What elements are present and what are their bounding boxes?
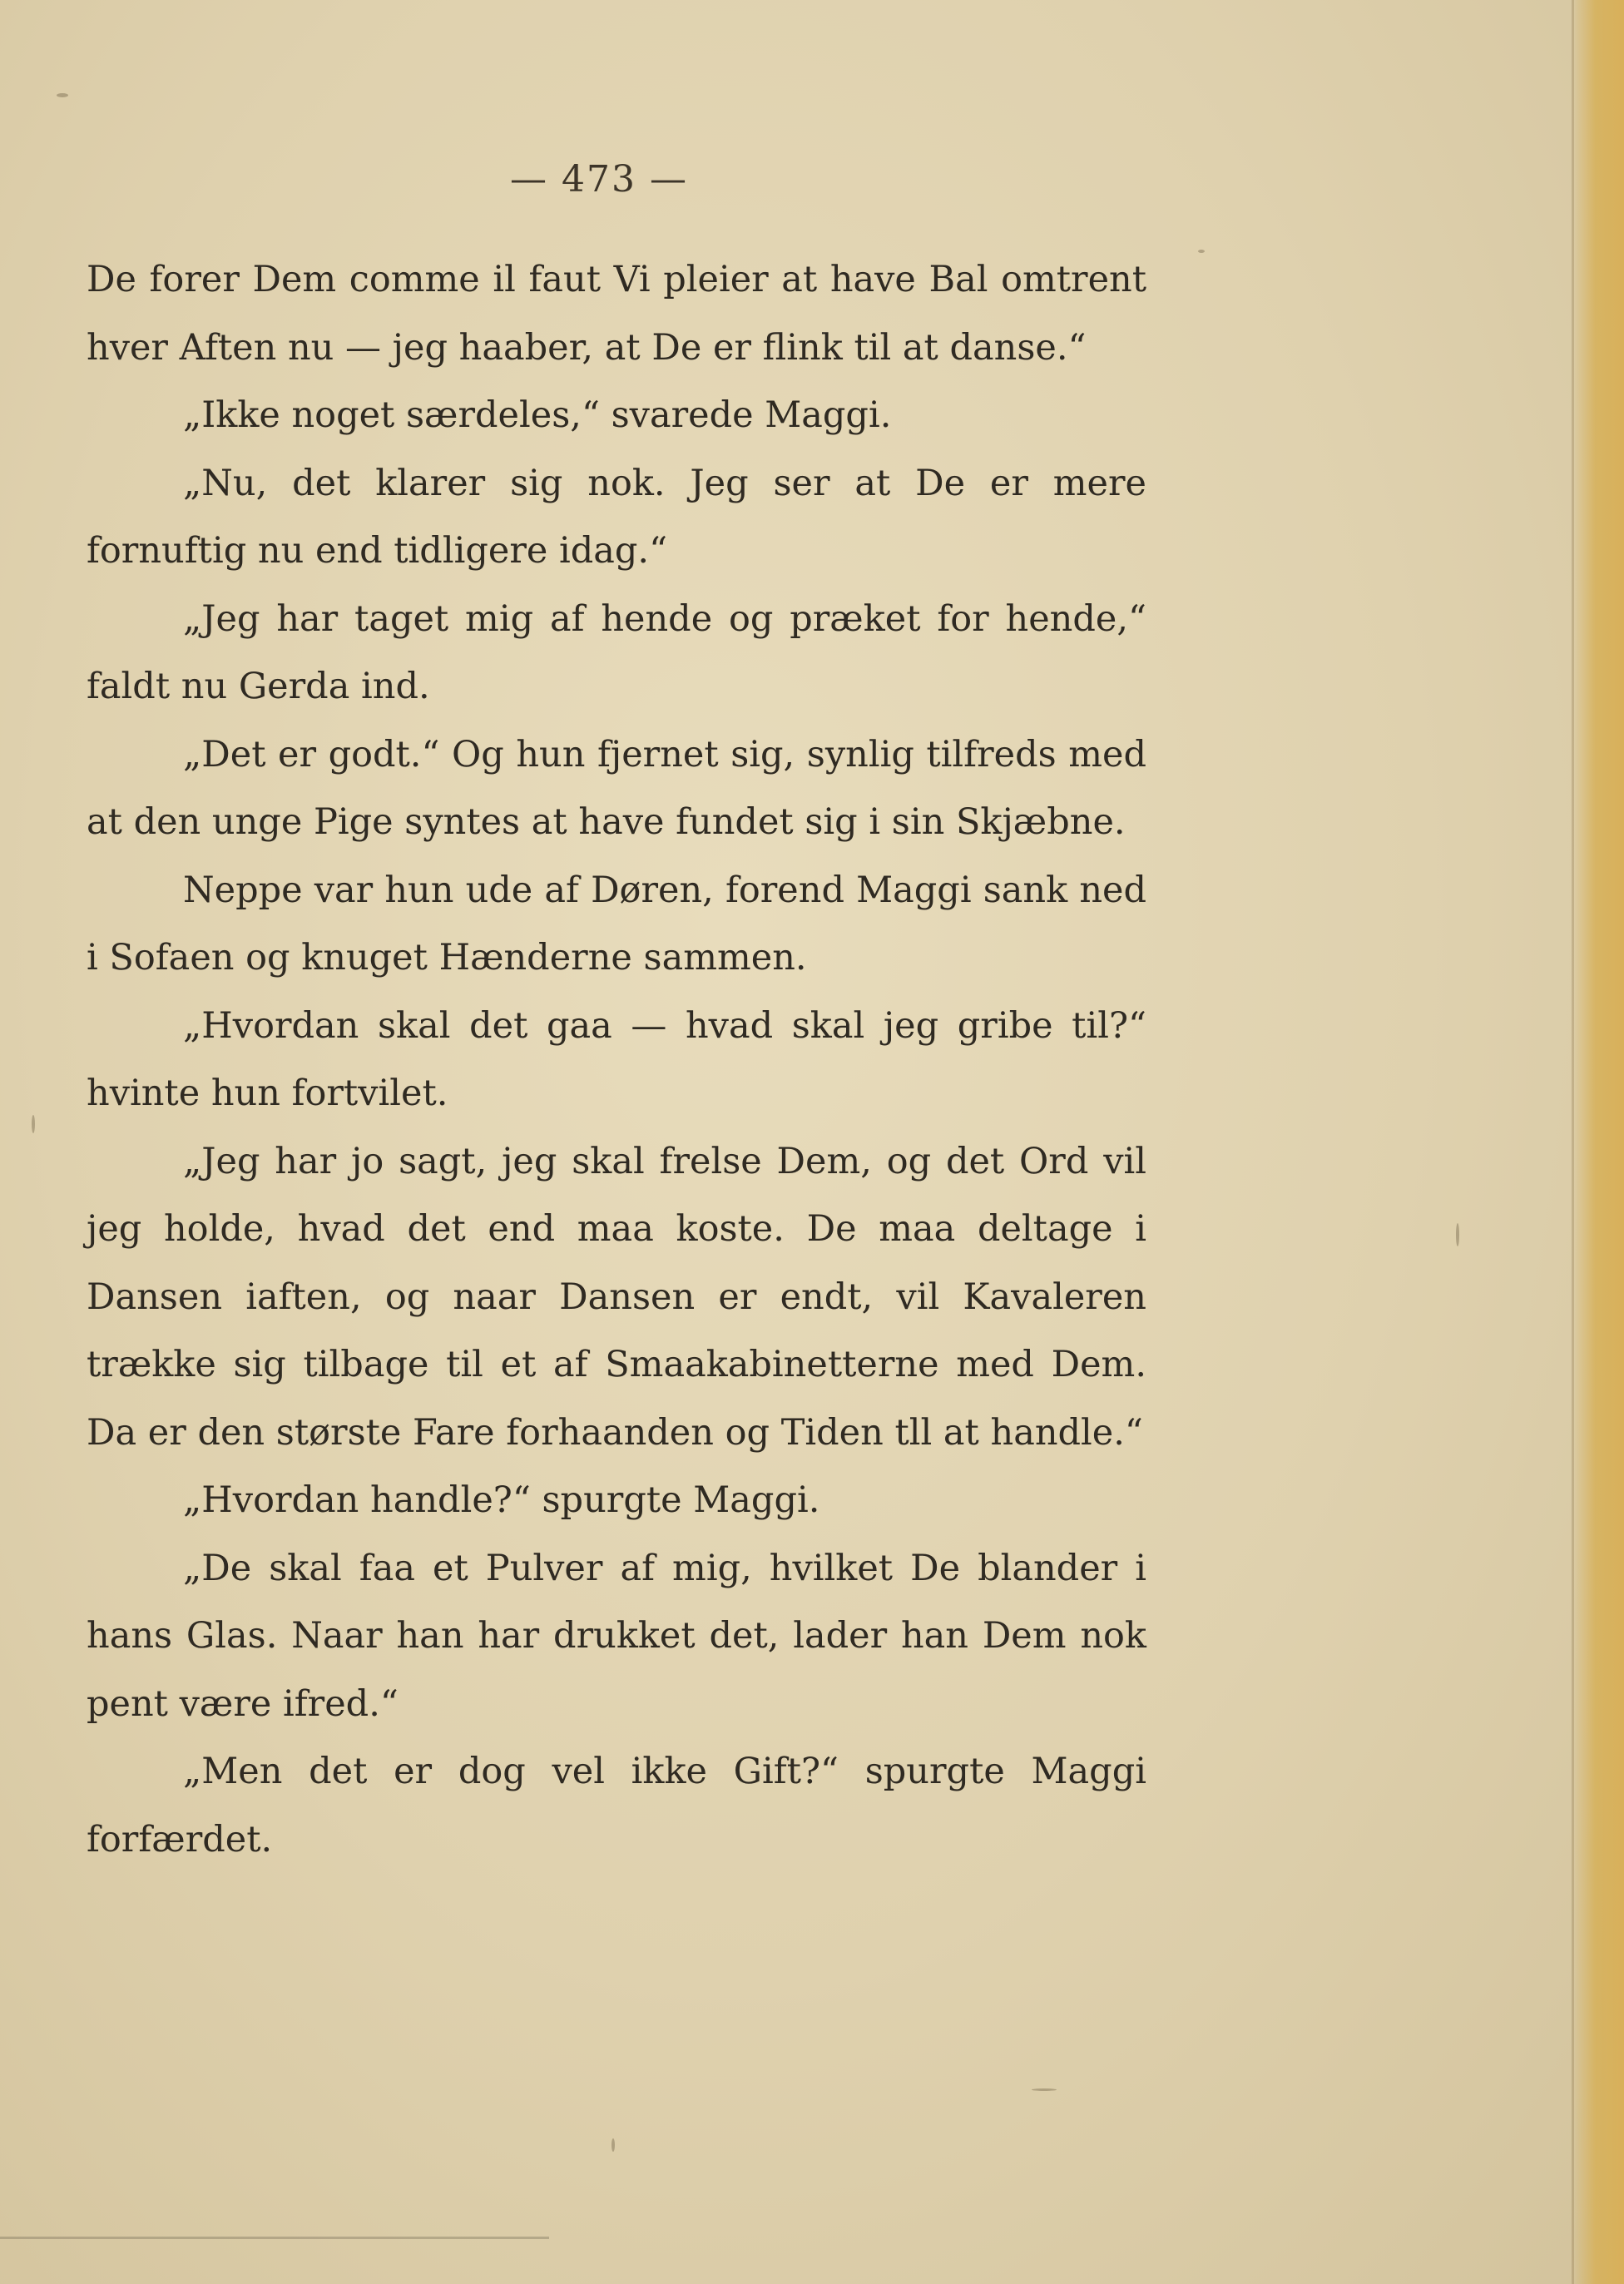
paragraph: Neppe var hun ude af Døren, forend Maggi sank ned i Sofaen og knuget Hænderne sammen. (87, 869, 1146, 979)
paragraph: „Hvordan skal det gaa — hvad skal jeg gribe til?“ hvinte hun fortvilet. (87, 1004, 1146, 1114)
bottom-rule (0, 2237, 549, 2239)
paragraph: „Men det er dog vel ikke Gift?“ spurgte Maggi forfærdet. (87, 1751, 1146, 1860)
paragraph: „Jeg har taget mig af hende og præket for hende,“ faldt nu Gerda ind. (87, 597, 1146, 707)
paper-speck (1456, 1223, 1459, 1246)
page-edge (1572, 0, 1624, 2284)
page-number: — 473 — (510, 158, 688, 201)
paragraph: „Nu, det klarer sig nok. Jeg ser at De er mere fornuftig nu end tidligere idag.“ (87, 462, 1146, 572)
paper-speck (1032, 2088, 1057, 2091)
body-text (87, 246, 1146, 1874)
paragraph: „Jeg har jo sagt, jeg skal frelse Dem, og det Ord vil jeg holde, hvad det end maa koste. De maa deltage i Dansen iaften, og naar Dansen er endt, vil Kavaleren trække sig tilbage til et af Smaakabinetterne med Dem. Da er den største Fare forhaanden og Tiden tll at handle.“ (87, 1140, 1146, 1454)
paper-speck (611, 2138, 615, 2152)
paragraph: „De skal faa et Pulver af mig, hvilket De blander i hans Glas. Naar han har drukket det, lader han Dem nok pent være ifred.“ (87, 1547, 1146, 1725)
page-edge-line (1572, 0, 1574, 2284)
paragraph: „Hvordan handle?“ spurgte Maggi. (183, 1479, 820, 1521)
paper-speck (57, 93, 68, 97)
paper-speck (1198, 250, 1205, 253)
paragraph: De forer Dem comme il faut Vi pleier at have Bal omtrent hver Aften nu — jeg haaber, at De er flink til at danse.“ (87, 259, 1146, 369)
paragraph: „Det er godt.“ Og hun fjernet sig, synlig tilfreds med at den unge Pige syntes at have fundet sig i sin Skjæbne. (87, 733, 1146, 843)
paragraph: „Ikke noget særdeles,“ svarede Maggi. (183, 394, 892, 436)
paper-speck (32, 1115, 35, 1133)
